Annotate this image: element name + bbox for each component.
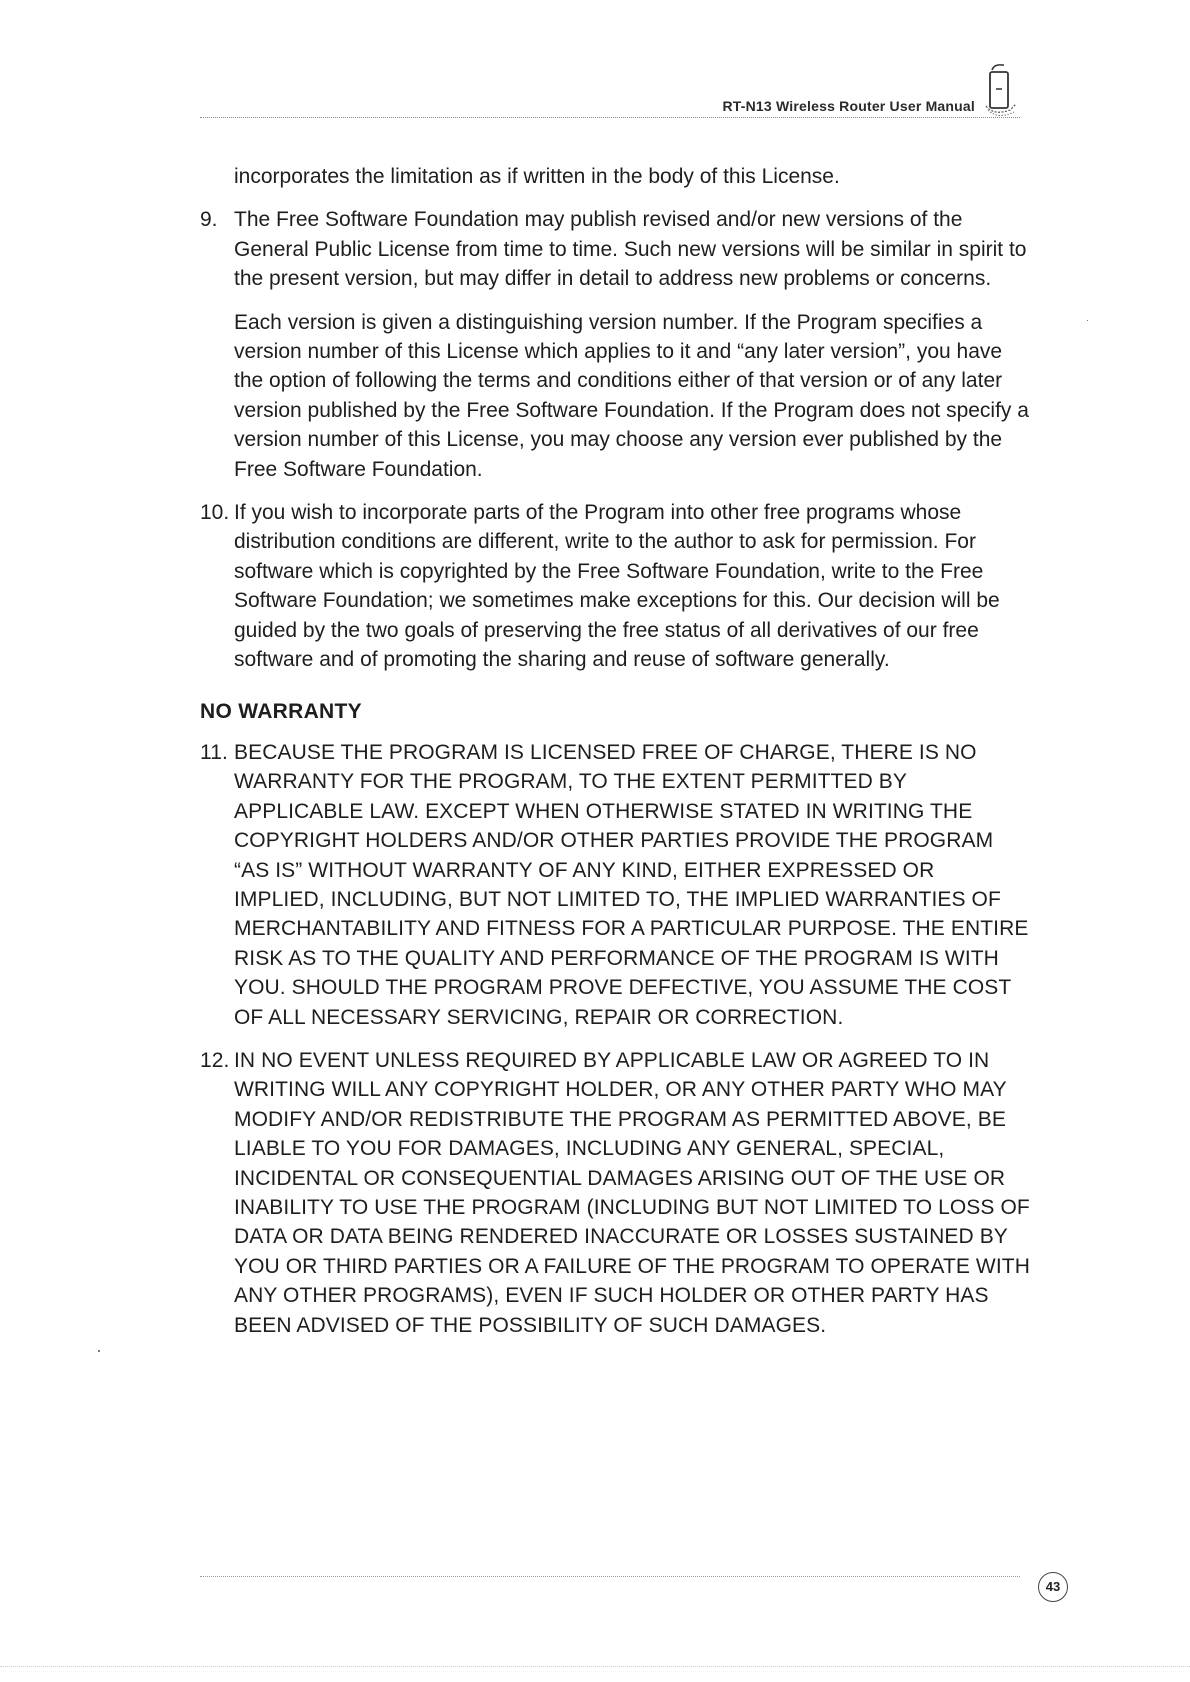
- item-paragraph: Each version is given a distinguishing version number. If the Program specifies a version number of this License which applies to it and “any later version”, you have the option of following the terms and conditions either of that version or of any later version published by the Free Software Foundation. If the Program does not specify a version number of this License, you may choose any version ever published by the Free Software Foundation.: [234, 310, 1029, 481]
- item-number: 11.: [200, 740, 228, 764]
- scan-edge: [0, 1666, 1190, 1667]
- item-number: 10.: [200, 501, 230, 525]
- router-icon: [980, 62, 1020, 122]
- item-paragraph: IN NO EVENT UNLESS REQUIRED BY APPLICABLE LAW OR AGREED TO IN WRITING WILL ANY COPYRIGHT HOLDER, OR ANY OTHER PARTY WHO MAY MODIFY AND/OR REDISTRIBUTE THE PROGRAM AS PERMITTED ABOVE, BE LIABLE TO YOU FOR DAMAGES, INCLUDING ANY GENERAL, SPECIAL, INCIDENTAL OR CONSEQUENTIAL DAMAGES ARISING OUT OF THE USE OR INABILITY TO USE THE PROGRAM (INCLUDING BUT NOT LIMITED TO LOSS OF DATA OR DATA BEING RENDERED INACCURATE OR LOSSES SUSTAINED BY YOU OR THIRD PARTIES OR A FAILURE OF THE PROGRAM TO OPERATE WITH ANY OTHER PROGRAMS), EVEN IF SUCH HOLDER OR OTHER PARTY HAS BEEN ADVISED OF THE POSSIBILITY OF SUCH DAMAGES.: [234, 1048, 1030, 1337]
- manual-title: RT-N13 Wireless Router User Manual: [722, 98, 975, 114]
- item-number: 9.: [200, 208, 218, 232]
- scan-speck: [1087, 320, 1088, 321]
- license-item-9: [200, 205, 1030, 484]
- warranty-item-11: [200, 738, 1030, 1032]
- license-content: [200, 162, 1030, 1354]
- item-paragraph: If you wish to incorporate parts of the Program into other free programs whose distribution conditions are different, write to the author to ask for permission. For software which is copyrighted by the Free Software Foundation, write to the Free Software Foundation; we sometimes make exceptions for this. Our decision will be guided by the two goals of preserving the free status of all derivatives of our free software and of promoting the sharing and reuse of software generally.: [234, 501, 1000, 672]
- header-divider: [200, 117, 1020, 118]
- footer-divider: [200, 1576, 1020, 1577]
- page-number: 43: [1038, 1572, 1068, 1602]
- page-header: [200, 90, 1020, 120]
- item-paragraph: BECAUSE THE PROGRAM IS LICENSED FREE OF CHARGE, THERE IS NO WARRANTY FOR THE PROGRAM, TO THE EXTENT PERMITTED BY APPLICABLE LAW. EXCEPT WHEN OTHERWISE STATED IN WRITING THE COPYRIGHT HOLDERS AND/OR OTHER PARTIES PROVIDE THE PROGRAM “AS IS” WITHOUT WARRANTY OF ANY KIND, EITHER EXPRESSED OR IMPLIED, INCLUDING, BUT NOT LIMITED TO, THE IMPLIED WARRANTIES OF MERCHANTABILITY AND FITNESS FOR A PARTICULAR PURPOSE. THE ENTIRE RISK AS TO THE QUALITY AND PERFORMANCE OF THE PROGRAM IS WITH YOU. SHOULD THE PROGRAM PROVE DEFECTIVE, YOU ASSUME THE COST OF ALL NECESSARY SERVICING, REPAIR OR CORRECTION.: [234, 740, 1029, 1029]
- scan-speck: [98, 1350, 100, 1352]
- item-paragraph: The Free Software Foundation may publish revised and/or new versions of the General Public License from time to time. Such new versions will be similar in spirit to the present version, but may differ in detail to address new problems or concerns.: [234, 208, 1027, 291]
- section-heading-no-warranty: NO WARRANTY: [200, 699, 362, 723]
- warranty-item-12: [200, 1046, 1030, 1340]
- intro-paragraph: incorporates the limitation as if written in the body of this License.: [234, 165, 840, 188]
- item-number: 12.: [200, 1048, 230, 1072]
- license-item-10: [200, 498, 1030, 674]
